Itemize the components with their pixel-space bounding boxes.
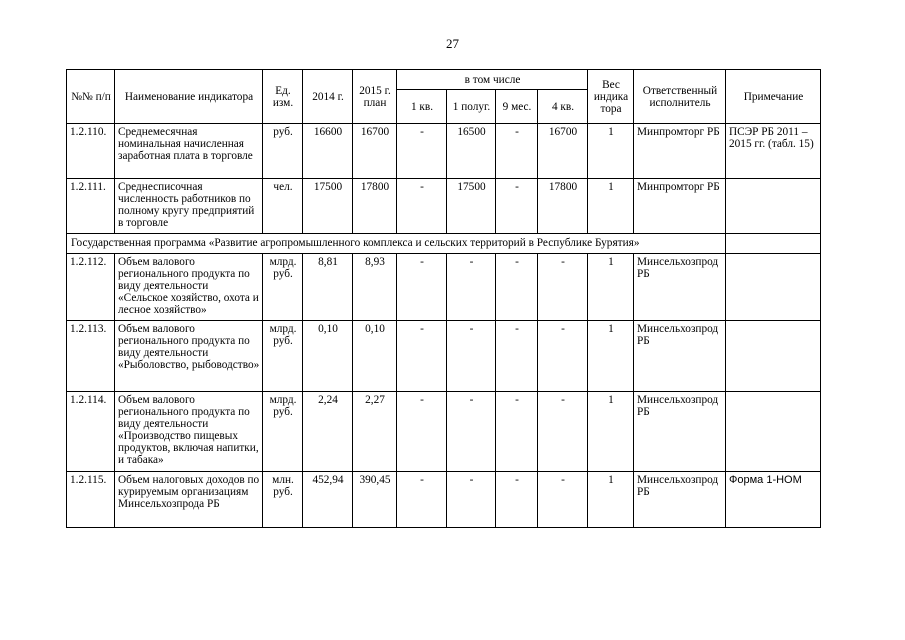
row-half: 16500 <box>447 124 496 179</box>
row-9m: - <box>496 124 538 179</box>
header-name: Наименование индикатора <box>115 70 263 124</box>
row-q4: - <box>538 392 588 472</box>
row-responsible: Минсельхозпрод РБ <box>634 254 726 321</box>
row-2015: 0,10 <box>353 321 397 392</box>
section-note-cell <box>726 234 821 254</box>
row-weight: 1 <box>588 124 634 179</box>
table-row <box>67 124 821 179</box>
indicators-table <box>66 69 821 528</box>
header-half: 1 полуг. <box>447 90 496 124</box>
header-weight: Вес индика тора <box>588 70 634 124</box>
table-row <box>67 179 821 234</box>
row-note <box>726 392 821 472</box>
row-2015: 17800 <box>353 179 397 234</box>
row-half: - <box>447 321 496 392</box>
row-2014: 16600 <box>303 124 353 179</box>
header-note: Примечание <box>726 70 821 124</box>
row-9m: - <box>496 254 538 321</box>
row-name: Объем валового регионального продукта по виду деятельности «Рыболовство, рыбоводство» <box>115 321 263 392</box>
row-weight: 1 <box>588 179 634 234</box>
row-2014: 17500 <box>303 179 353 234</box>
row-note: Форма 1-НОМ <box>726 472 821 528</box>
row-half: - <box>447 472 496 528</box>
row-2014: 2,24 <box>303 392 353 472</box>
row-q1: - <box>397 179 447 234</box>
row-2014: 452,94 <box>303 472 353 528</box>
row-9m: - <box>496 392 538 472</box>
row-num: 1.2.111. <box>67 179 115 234</box>
row-name: Объем валового регионального продукта по виду деятельности «Сельское хозяйство, охота и лесное хозяйство» <box>115 254 263 321</box>
header-unit: Ед. изм. <box>263 70 303 124</box>
row-responsible: Минсельхозпрод РБ <box>634 321 726 392</box>
row-responsible: Минпромторг РБ <box>634 124 726 179</box>
row-unit: млрд. руб. <box>263 254 303 321</box>
row-9m: - <box>496 321 538 392</box>
row-weight: 1 <box>588 254 634 321</box>
row-num: 1.2.114. <box>67 392 115 472</box>
row-q1: - <box>397 392 447 472</box>
row-note <box>726 179 821 234</box>
row-num: 1.2.115. <box>67 472 115 528</box>
row-unit: руб. <box>263 124 303 179</box>
row-name: Объем валового регионального продукта по виду деятельности «Производство пищевых продуктов, включая напитки, и табака» <box>115 392 263 472</box>
row-responsible: Минсельхозпрод РБ <box>634 392 726 472</box>
row-q4: 17800 <box>538 179 588 234</box>
header-9m: 9 мес. <box>496 90 538 124</box>
row-q4: - <box>538 321 588 392</box>
row-2015: 390,45 <box>353 472 397 528</box>
row-2015: 16700 <box>353 124 397 179</box>
table-row <box>67 321 821 392</box>
header-2014: 2014 г. <box>303 70 353 124</box>
header-2015: 2015 г. план <box>353 70 397 124</box>
row-weight: 1 <box>588 321 634 392</box>
row-unit: млн. руб. <box>263 472 303 528</box>
row-unit: млрд. руб. <box>263 321 303 392</box>
row-half: - <box>447 392 496 472</box>
header-num: №№ п/п <box>67 70 115 124</box>
row-num: 1.2.113. <box>67 321 115 392</box>
row-9m: - <box>496 472 538 528</box>
header-q1: 1 кв. <box>397 90 447 124</box>
row-q4: - <box>538 254 588 321</box>
row-2015: 2,27 <box>353 392 397 472</box>
row-num: 1.2.110. <box>67 124 115 179</box>
row-unit: млрд. руб. <box>263 392 303 472</box>
row-q1: - <box>397 472 447 528</box>
row-note: ПСЭР РБ 2011 – 2015 гг. (табл. 15) <box>726 124 821 179</box>
row-q4: - <box>538 472 588 528</box>
row-note <box>726 254 821 321</box>
section-row <box>67 234 821 254</box>
row-9m: - <box>496 179 538 234</box>
row-note <box>726 321 821 392</box>
table-row <box>67 254 821 321</box>
row-half: 17500 <box>447 179 496 234</box>
row-name: Объем налоговых доходов по курируемым организациям Минсельхозпрода РБ <box>115 472 263 528</box>
header-including: в том числе <box>397 70 588 90</box>
header-responsible: Ответственный исполнитель <box>634 70 726 124</box>
table-row <box>67 472 821 528</box>
row-unit: чел. <box>263 179 303 234</box>
row-2014: 0,10 <box>303 321 353 392</box>
table-row <box>67 392 821 472</box>
row-q4: 16700 <box>538 124 588 179</box>
section-title: Государственная программа «Развитие агропромышленного комплекса и сельских территорий в Республике Бурятия» <box>67 234 726 254</box>
row-name: Среднесписочная численность работников по полному кругу предприятий в торговле <box>115 179 263 234</box>
row-q1: - <box>397 124 447 179</box>
row-responsible: Минсельхозпрод РБ <box>634 472 726 528</box>
row-name: Среднемесячная номинальная начисленная заработная плата в торговле <box>115 124 263 179</box>
row-2014: 8,81 <box>303 254 353 321</box>
row-2015: 8,93 <box>353 254 397 321</box>
row-num: 1.2.112. <box>67 254 115 321</box>
row-q1: - <box>397 254 447 321</box>
row-half: - <box>447 254 496 321</box>
row-weight: 1 <box>588 392 634 472</box>
header-q4: 4 кв. <box>538 90 588 124</box>
row-weight: 1 <box>588 472 634 528</box>
row-q1: - <box>397 321 447 392</box>
row-responsible: Минпромторг РБ <box>634 179 726 234</box>
page-number: 27 <box>446 36 459 51</box>
